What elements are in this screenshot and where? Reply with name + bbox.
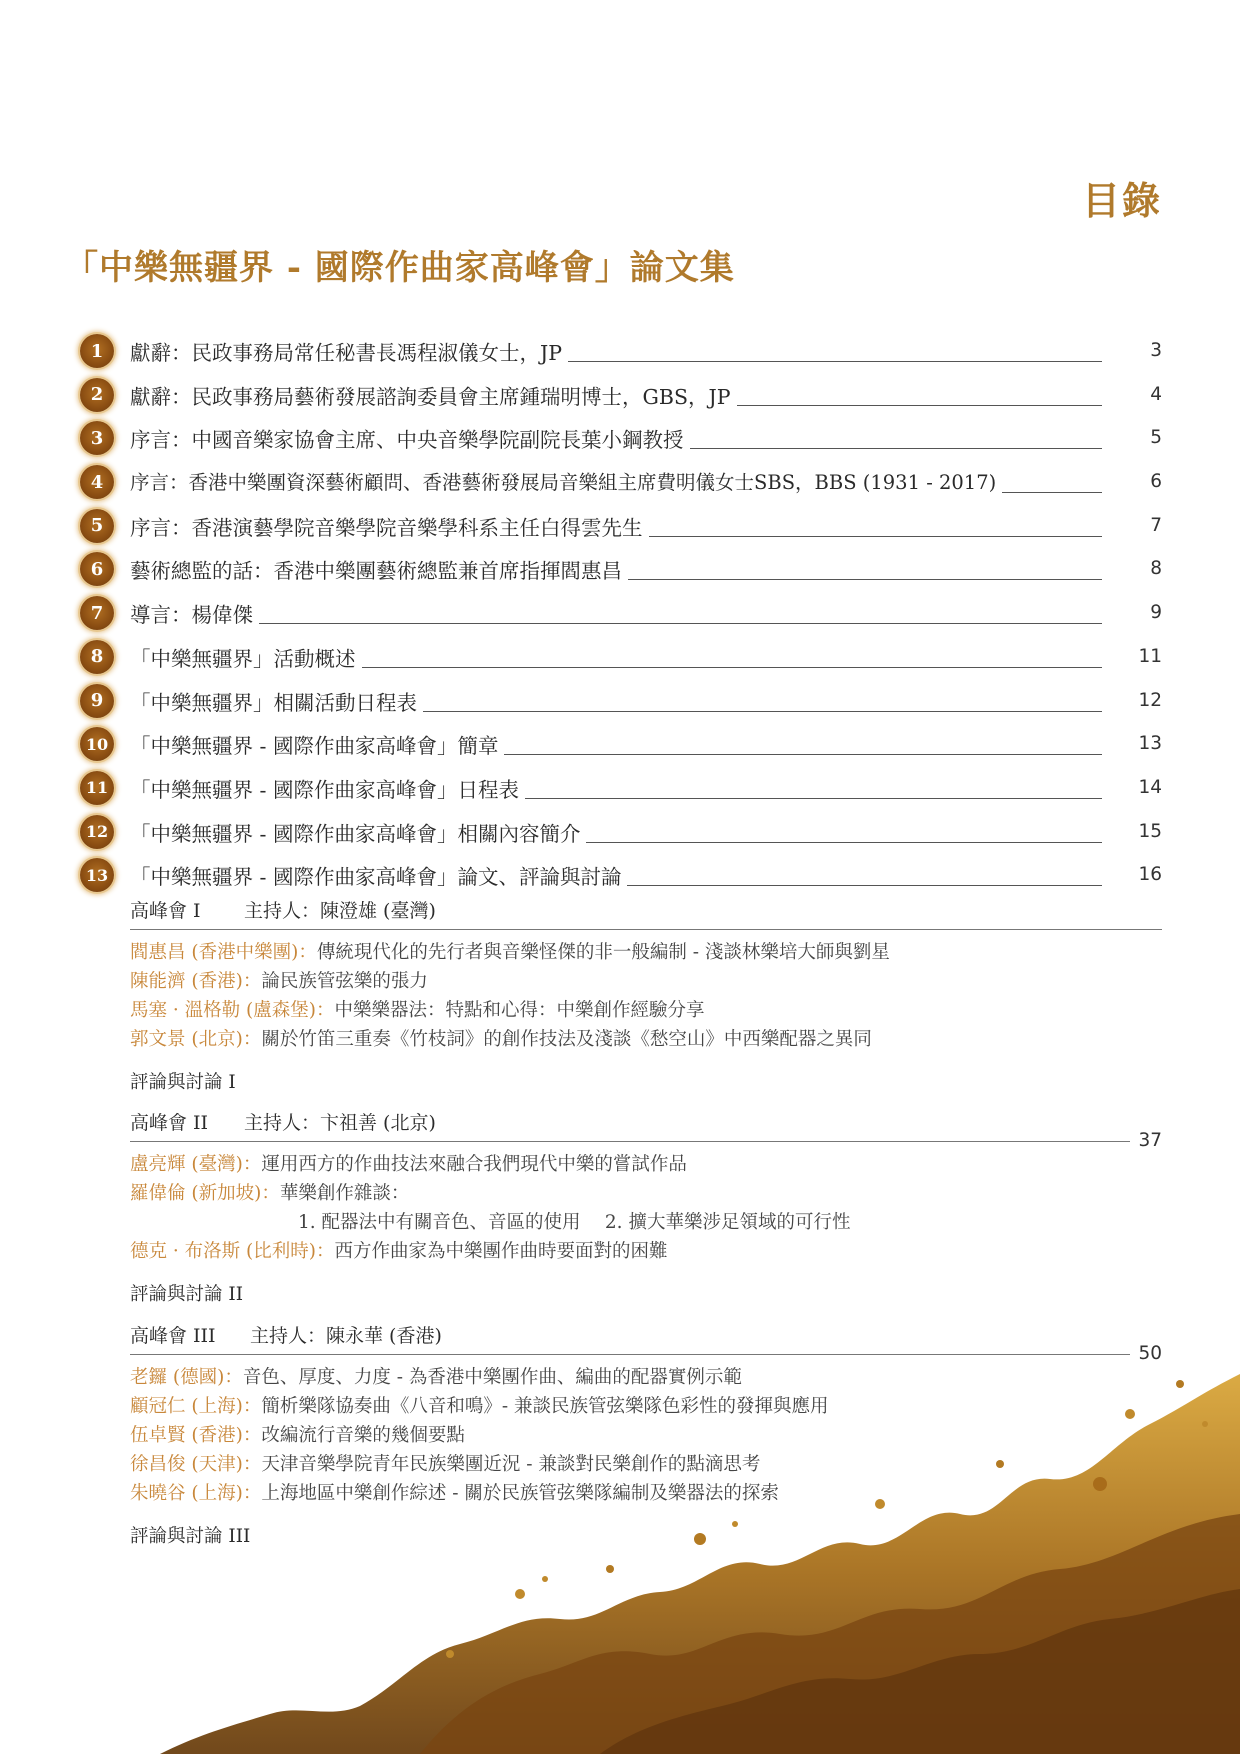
toc-entry-text: 「中樂無疆界 - 國際作曲家高峰會」簡章	[130, 729, 504, 759]
paper-entry[interactable]	[130, 938, 1162, 967]
toc-entry-text: 獻辭：民政事務局藝術發展諮詢委員會主席鍾瑞明博士，GBS，JP	[130, 380, 737, 410]
discussion-entry[interactable]: 評論與討論 III	[130, 1526, 251, 1547]
toc-item[interactable]	[80, 421, 1162, 465]
toc-item[interactable]	[80, 727, 1162, 771]
toc-entry-text: 獻辭：民政事務局常任秘書長馮程淑儀女士，JP	[130, 336, 568, 366]
toc-item[interactable]	[80, 771, 1162, 815]
toc-entry-text: 「中樂無疆界 - 國際作曲家高峰會」日程表	[130, 773, 525, 803]
page-number: 5	[1150, 427, 1162, 449]
paper-title: 華樂創作雜談：	[279, 1183, 410, 1204]
summit-session-1	[130, 896, 1162, 1094]
number-badge: 13	[80, 858, 114, 892]
number-badge: 8	[80, 640, 114, 674]
paper-title: 改編流行音樂的幾個要點	[261, 1425, 465, 1446]
number-badge: 1	[80, 334, 114, 368]
paper-title: 中樂樂器法：特點和心得：中樂創作經驗分享	[334, 1000, 705, 1021]
number-badge: 12	[80, 815, 114, 849]
paper-author: 閻惠昌 (香港中樂團)：	[130, 942, 317, 963]
session-label: 高峰會 III	[130, 1325, 216, 1347]
toc-entry-text: 序言：香港中樂團資深藝術顧問、香港藝術發展局音樂組主席費明儀女士SBS，BBS (1931 - 2017)	[130, 467, 1002, 495]
number-badge: 11	[80, 771, 114, 805]
page-number: 8	[1150, 558, 1162, 580]
session-host: 主持人：陳永華 (香港)	[250, 1325, 442, 1347]
paper-title: 音色、厚度、力度 - 為香港中樂團作曲、編曲的配器實例示範	[242, 1367, 742, 1388]
toc-item[interactable]	[80, 815, 1162, 859]
toc-item[interactable]	[80, 465, 1162, 509]
page-number: 15	[1138, 820, 1162, 842]
toc-entry-text: 藝術總監的話：香港中樂團藝術總監兼首席指揮閻惠昌	[130, 554, 628, 584]
paper-author: 朱曉谷 (上海)：	[130, 1483, 262, 1504]
paper-title: 天津音樂學院青年民族樂團近況 - 兼談對民樂創作的點滴思考	[261, 1454, 761, 1475]
ink-splash-decoration	[0, 1354, 1240, 1754]
summit-session-2	[130, 1108, 1162, 1306]
paper-author: 盧亮輝 (臺灣)：	[130, 1154, 262, 1175]
toc-entry-text: 導言：楊偉傑	[130, 598, 259, 628]
paper-title: 上海地區中樂創作綜述 - 關於民族管弦樂隊編制及樂器法的探索	[261, 1483, 779, 1504]
page-number: 12	[1138, 689, 1162, 711]
page-number: 7	[1150, 514, 1162, 536]
page-title: 目錄	[1081, 178, 1162, 223]
page-number: 14	[1138, 776, 1162, 798]
session-header	[130, 1108, 1162, 1151]
number-badge: 3	[80, 421, 114, 455]
paper-title: 關於竹笛三重奏《竹枝詞》的創作技法及淺談《愁空山》中西樂配器之異同	[261, 1029, 872, 1050]
paper-entry[interactable]	[130, 1025, 1162, 1054]
page-number: 50	[1138, 1343, 1162, 1364]
session-host: 主持人：陳澄雄 (臺灣)	[244, 900, 436, 922]
paper-title: 傳統現代化的先行者與音樂怪傑的非一般編制 - 淺談林樂培大師與劉星	[316, 942, 890, 963]
paper-title: 簡析樂隊協奏曲《八音和鳴》- 兼談民族管弦樂隊色彩性的發揮與應用	[261, 1396, 829, 1417]
number-badge: 4	[80, 465, 114, 499]
paper-entry[interactable]	[130, 1179, 1162, 1208]
paper-author: 羅偉倫 (新加坡)：	[130, 1183, 280, 1204]
toc-item[interactable]	[80, 378, 1162, 422]
toc-item[interactable]	[80, 684, 1162, 728]
number-badge: 2	[80, 378, 114, 412]
session-header	[130, 896, 1162, 926]
paper-author: 德克 · 布洛斯 (比利時)：	[130, 1241, 335, 1262]
session-divider	[130, 1141, 1130, 1142]
discussion-entry[interactable]: 評論與討論 I	[130, 1072, 236, 1093]
session-divider	[130, 929, 1162, 930]
toc-entry-text: 「中樂無疆界 - 國際作曲家高峰會」論文、評論與討論	[130, 860, 627, 890]
toc-entry-text: 序言：香港演藝學院音樂學院音樂學科系主任白得雲先生	[130, 511, 649, 541]
toc-item[interactable]	[80, 509, 1162, 553]
page-number: 3	[1150, 340, 1162, 361]
collection-title: 「中樂無疆界 - 國際作曲家高峰會」論文集	[64, 248, 735, 288]
paper-author: 郭文景 (北京)：	[130, 1029, 262, 1050]
page-number: 37	[1138, 1130, 1162, 1151]
toc-item[interactable]	[80, 640, 1162, 684]
toc-entry-text: 「中樂無疆界 - 國際作曲家高峰會」相關內容簡介	[130, 817, 586, 847]
paper-title: 運用西方的作曲技法來融合我們現代中樂的嘗試作品	[261, 1154, 687, 1175]
paper-entry[interactable]	[130, 996, 1162, 1025]
number-badge: 6	[80, 552, 114, 586]
paper-entry[interactable]	[130, 1150, 1162, 1179]
paper-author: 陳能濟 (香港)：	[130, 971, 262, 992]
page-number: 11	[1138, 645, 1162, 667]
session-host: 主持人：卞祖善 (北京)	[244, 1112, 436, 1134]
page-number: 9	[1150, 602, 1162, 624]
number-badge: 5	[80, 509, 114, 543]
page-number: 4	[1150, 383, 1162, 405]
page-number: 16	[1138, 864, 1162, 886]
leader-line	[130, 623, 1102, 624]
session-label: 高峰會 II	[130, 1112, 209, 1134]
paper-title: 西方作曲家為中樂團作曲時要面對的困難	[334, 1241, 668, 1262]
number-badge: 7	[80, 596, 114, 630]
paper-author: 老鑼 (德國)：	[130, 1367, 243, 1388]
page-number: 6	[1150, 471, 1162, 493]
paper-entry[interactable]	[130, 967, 1162, 996]
table-of-contents	[80, 334, 1162, 902]
paper-author: 徐昌俊 (天津)：	[130, 1454, 262, 1475]
session-header	[130, 1321, 1162, 1364]
toc-item[interactable]	[80, 596, 1162, 640]
toc-entry-text: 序言：中國音樂家協會主席、中央音樂學院副院長葉小鋼教授	[130, 423, 690, 453]
toc-entry-text: 「中樂無疆界」相關活動日程表	[130, 686, 423, 716]
paper-author: 馬塞 · 溫格勒 (盧森堡)：	[130, 1000, 335, 1021]
page-number: 13	[1138, 733, 1162, 755]
toc-item[interactable]	[80, 552, 1162, 596]
paper-author: 伍卓賢 (香港)：	[130, 1425, 262, 1446]
number-badge: 10	[80, 727, 114, 761]
number-badge: 9	[80, 684, 114, 718]
toc-entry-text: 「中樂無疆界」活動概述	[130, 642, 362, 672]
discussion-entry[interactable]: 評論與討論 II	[130, 1284, 243, 1305]
paper-title: 論民族管弦樂的張力	[261, 971, 428, 992]
toc-item[interactable]	[80, 334, 1162, 378]
paper-author: 顧冠仁 (上海)：	[130, 1396, 262, 1417]
paper-entry[interactable]	[130, 1237, 1162, 1266]
session-label: 高峰會 I	[130, 900, 201, 922]
paper-subtopics: 1. 配器法中有關音色、音區的使用 2. 擴大華樂涉足領域的可行性	[298, 1212, 851, 1233]
